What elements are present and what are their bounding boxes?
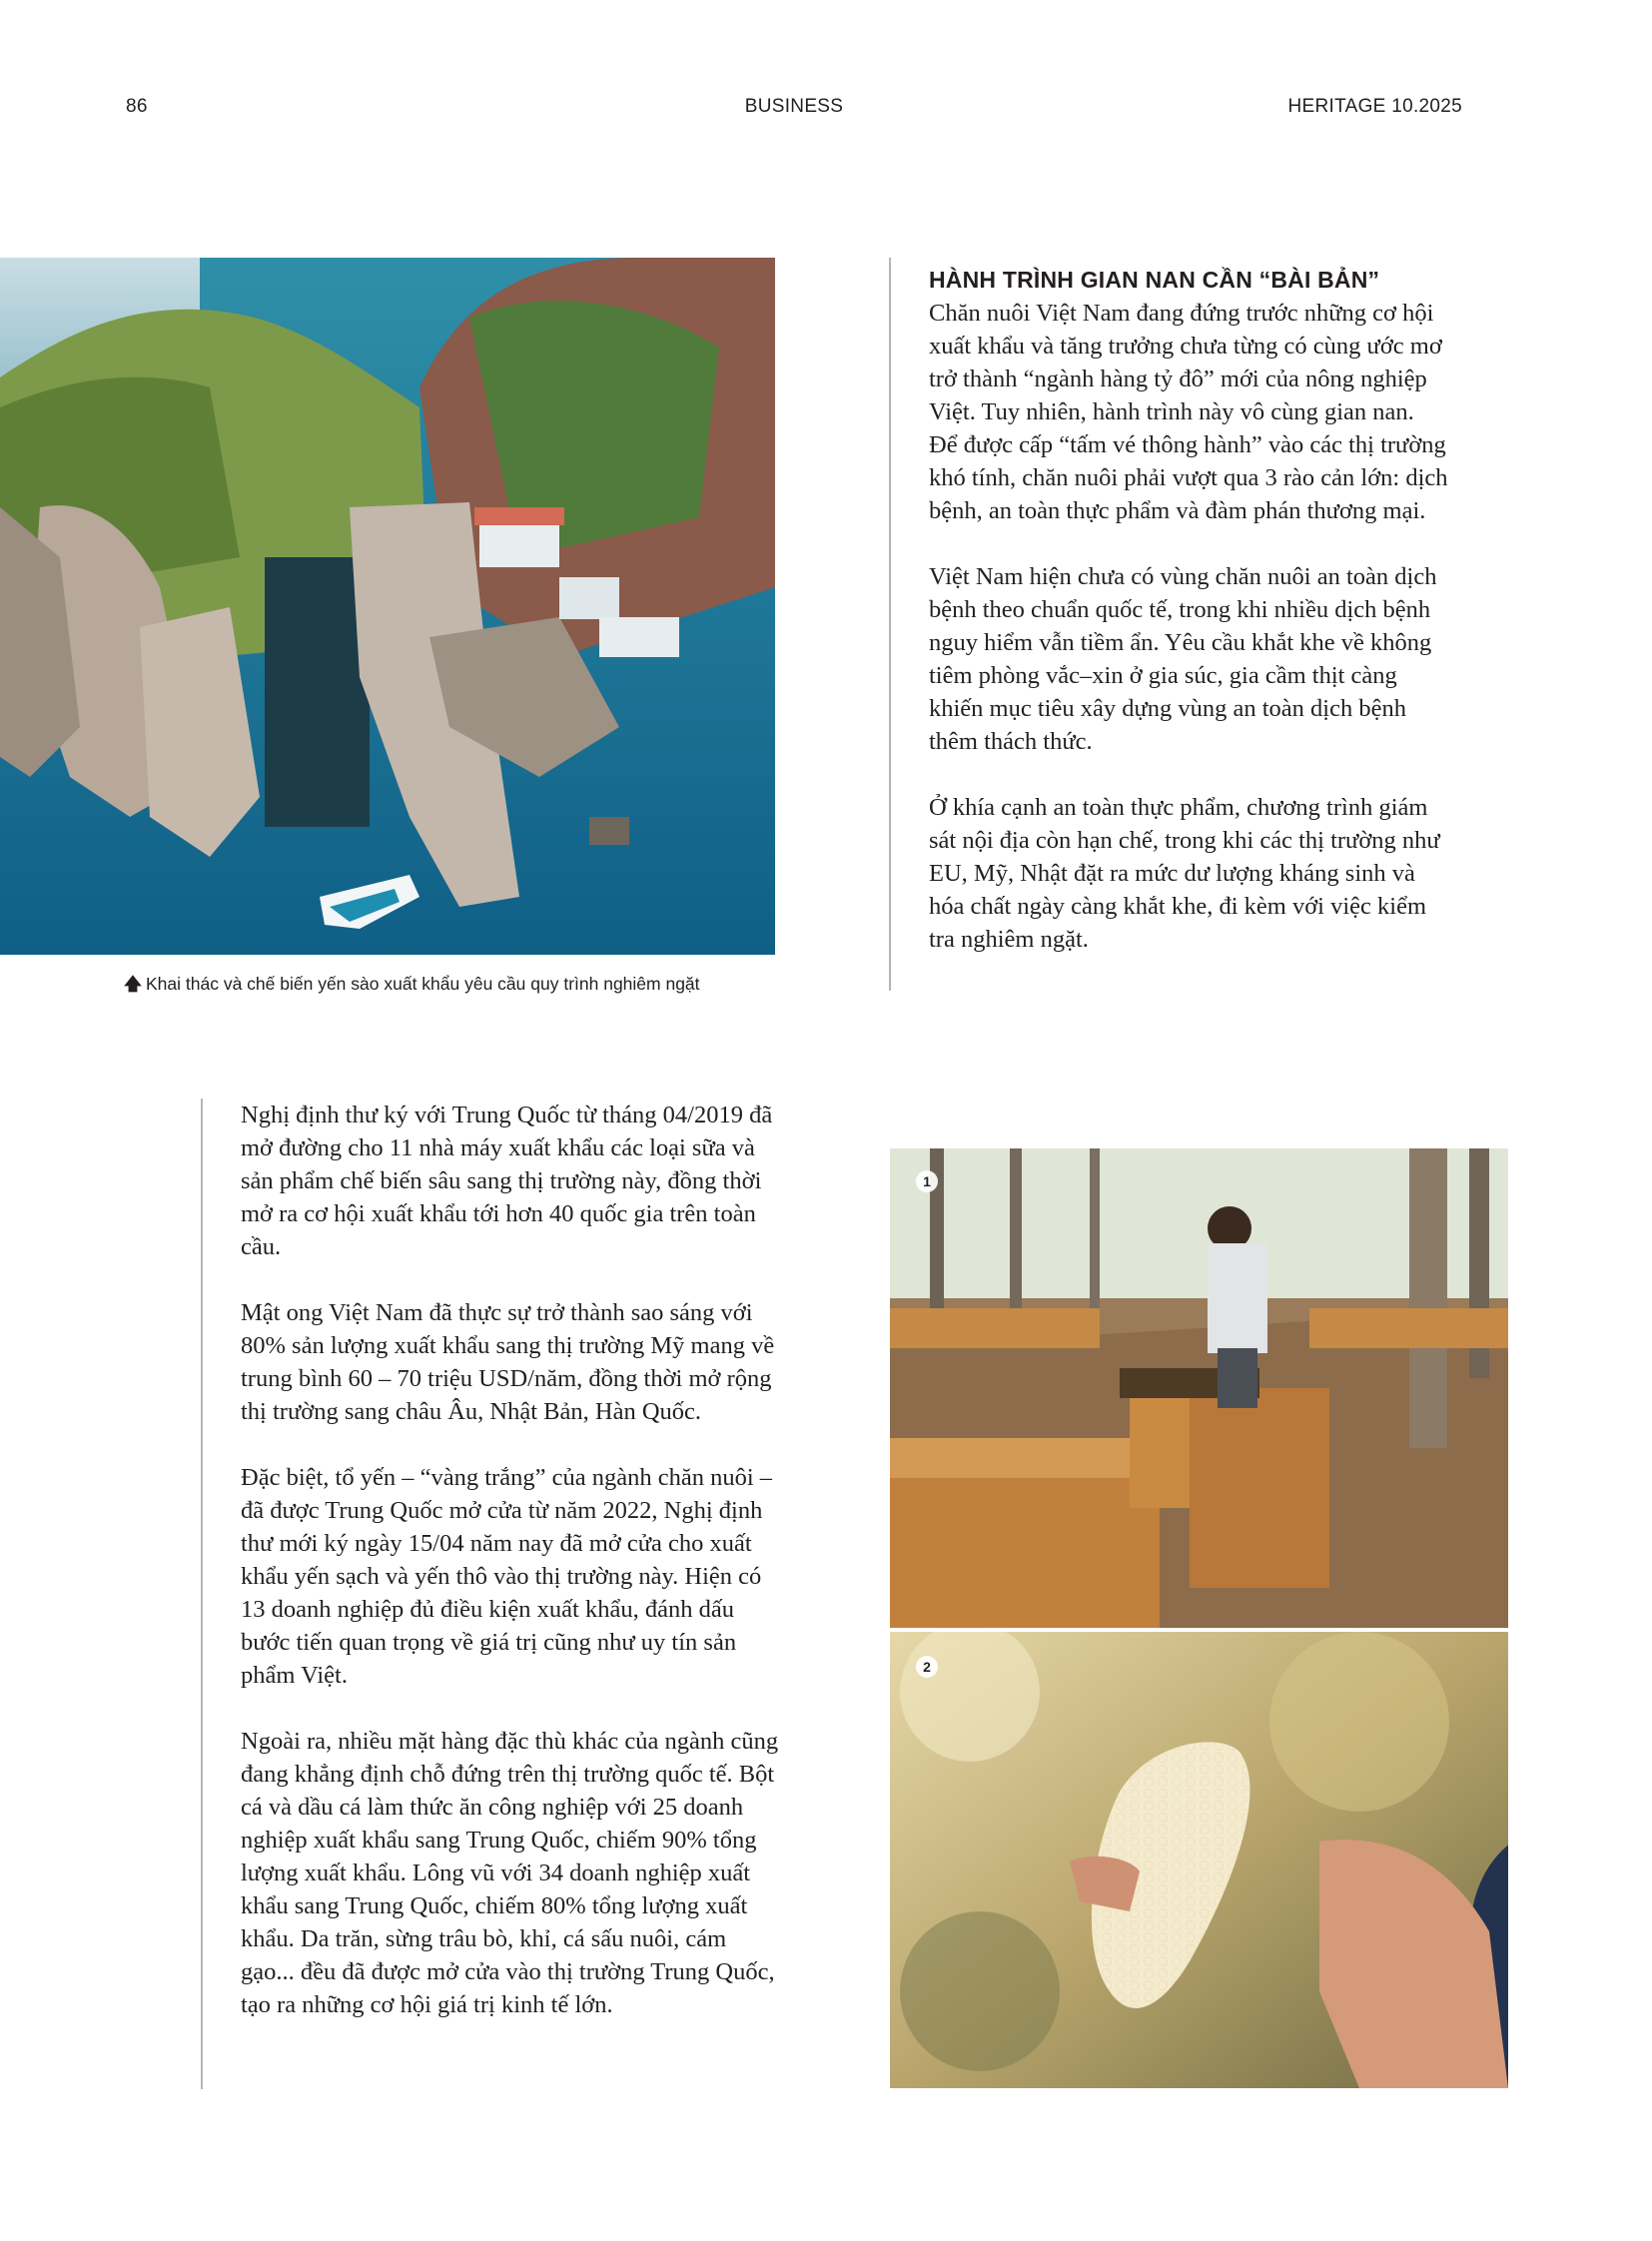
cliff-photo-caption bbox=[124, 972, 783, 1002]
paragraph: Ở khía cạnh an toàn thực phẩm, chương trình giám sát nội địa còn hạn chế, trong khi các thị trường như EU, Mỹ, Nhật đặt ra mức dư lượng kháng sinh và hóa chất ngày càng khắt khe, đi kèm với việc kiểm tra nghiêm ngặt. bbox=[929, 794, 1440, 953]
column-rule-top bbox=[889, 258, 891, 991]
photo-cliff-birdnest bbox=[0, 258, 775, 955]
article-right-column bbox=[929, 264, 1448, 956]
photo-number-badge: 1 bbox=[916, 1170, 938, 1192]
page-number: 86 bbox=[126, 96, 148, 117]
section-heading: HÀNH TRÌNH GIAN NAN CẦN “BÀI BẢN” bbox=[929, 267, 1380, 293]
photo-number-badge: 2 bbox=[916, 1656, 938, 1678]
paragraph: Việt Nam hiện chưa có vùng chăn nuôi an toàn dịch bệnh theo chuẩn quốc tế, trong khi nhiều dịch bệnh nguy hiểm vẫn tiềm ẩn. Yêu cầu khắt khe về không tiêm phòng vắc–xin ở gia súc, gia cầm thịt càng khiến mục tiêu xây dựng vùng an toàn dịch bệnh thêm thách thức. bbox=[929, 563, 1437, 755]
paragraph: Đặc biệt, tổ yến – “vàng trắng” của ngành chăn nuôi – đã được Trung Quốc mở cửa từ năm 2022, Nghị định thư mới ký ngày 15/04 năm nay đã mở cửa cho xuất khẩu yến sạch và yến thô vào thị trường này. Hiện có 13 doanh nghiệp đủ điều kiện xuất khẩu, đánh dấu bước tiến quan trọng về giá trị cũng như uy tín sản phẩm Việt. bbox=[241, 1464, 773, 1689]
arrow-up-icon: 🡅 bbox=[124, 974, 142, 994]
caption-text: Khai thác và chế biến yến sào xuất khẩu yêu cầu quy trình nghiêm ngặt bbox=[146, 974, 700, 994]
paragraph: Ngoài ra, nhiều mặt hàng đặc thù khác của ngành cũng đang khẳng định chỗ đứng trên thị trường quốc tế. Bột cá và dầu cá làm thức ăn công nghiệp với 25 doanh nghiệp xuất khẩu sang Trung Quốc, chiếm 90% tổng lượng xuất khẩu. Lông vũ với 34 doanh nghiệp xuất khẩu sang Trung Quốc, chiếm 80% tổng lượng xuất khẩu. Da trăn, sừng trâu bò, khỉ, cá sấu nuôi, cám gạo... đều đã được mở cửa vào thị trường Trung Quốc, tạo ra những cơ hội giá trị kinh tế lớn. bbox=[241, 1728, 779, 2018]
photo-honeycomb-hand bbox=[890, 1632, 1508, 2088]
section-label: BUSINESS bbox=[744, 96, 844, 117]
photo-beekeeper-hives bbox=[890, 1148, 1508, 1628]
article-left-column bbox=[241, 1099, 780, 2021]
column-rule-bottom bbox=[201, 1099, 203, 2089]
paragraph: Nghị định thư ký với Trung Quốc từ tháng 04/2019 đã mở đường cho 11 nhà máy xuất khẩu các loại sữa và sản phẩm chế biến sâu sang thị trường này, đồng thời mở ra cơ hội xuất khẩu tới hơn 40 quốc gia trên toàn cầu. bbox=[241, 1102, 773, 1260]
paragraph: Chăn nuôi Việt Nam đang đứng trước những cơ hội xuất khẩu và tăng trưởng chưa từng có cùng ước mơ trở thành “ngành hàng tỷ đô” mới của nông nghiệp Việt. Tuy nhiên, hành trình này vô cùng gian nan. Để được cấp “tấm vé thông hành” vào các thị trường khó tính, chăn nuôi phải vượt qua 3 rào cản lớn: dịch bệnh, an toàn thực phẩm và đàm phán thương mại. bbox=[929, 300, 1448, 524]
paragraph: Mật ong Việt Nam đã thực sự trở thành sao sáng với 80% sản lượng xuất khẩu sang thị trường Mỹ mang về trung bình 60 – 70 triệu USD/năm, đồng thời mở rộng thị trường sang châu Âu, Nhật Bản, Hàn Quốc. bbox=[241, 1299, 775, 1425]
magazine-issue: HERITAGE 10.2025 bbox=[1287, 96, 1462, 117]
